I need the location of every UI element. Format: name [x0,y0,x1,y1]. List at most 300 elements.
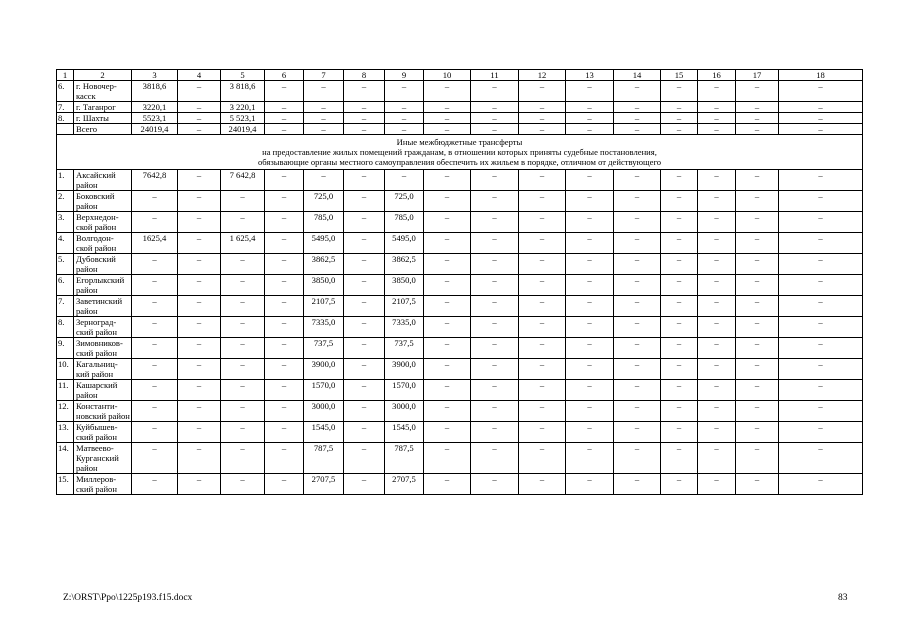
value-cell: – [661,296,698,317]
row-name-cell: Зимовников-ский район [74,338,132,359]
value-cell: – [344,401,385,422]
value-cell: – [471,474,519,495]
value-cell: 1570,0 [385,380,424,401]
value-cell: – [221,254,265,275]
value-cell: – [779,317,863,338]
value-cell: – [424,401,471,422]
value-cell: – [661,317,698,338]
value-cell: – [221,317,265,338]
row-name-cell: Кашарский район [74,380,132,401]
value-cell: – [344,113,385,124]
value-cell: – [519,422,566,443]
value-cell: – [344,474,385,495]
value-cell: – [779,254,863,275]
value-cell: – [779,81,863,102]
value-cell: – [221,359,265,380]
value-cell: – [304,170,344,191]
value-cell: – [698,359,736,380]
value-cell: – [736,275,779,296]
value-cell: – [661,338,698,359]
value-cell: – [178,254,221,275]
value-cell: – [424,422,471,443]
value-cell: 5523,1 [132,113,178,124]
value-cell: – [736,359,779,380]
value-cell: 7 642,8 [221,170,265,191]
value-cell: – [424,113,471,124]
value-cell: – [344,317,385,338]
section-title-line: обязывающие органы местного самоуправления обеспечить их жильем в порядке, отличном от действующего [257,157,662,167]
value-cell: – [661,275,698,296]
value-cell: – [424,474,471,495]
value-cell: – [265,191,304,212]
value-cell: 737,5 [385,338,424,359]
value-cell: – [265,338,304,359]
value-cell: – [178,443,221,474]
row-name-cell: Константи-новский район [74,401,132,422]
value-cell: – [698,422,736,443]
value-cell: – [221,191,265,212]
value-cell: 3220,1 [132,102,178,113]
value-cell: – [178,102,221,113]
value-cell: – [424,380,471,401]
value-cell: – [779,275,863,296]
value-cell: – [519,81,566,102]
column-number-cell: 14 [614,70,661,81]
value-cell: 3818,6 [132,81,178,102]
value-cell: – [698,124,736,135]
value-cell: – [265,474,304,495]
value-cell: 725,0 [304,191,344,212]
value-cell: – [265,401,304,422]
table-row [57,191,863,212]
value-cell: – [471,170,519,191]
value-cell: – [566,275,614,296]
row-name-cell: Миллеров-ский район [74,474,132,495]
value-cell: – [344,81,385,102]
column-number-cell: 6 [265,70,304,81]
row-name-cell: Всего [74,124,132,135]
row-name-cell: Волгодон-ской район [74,233,132,254]
value-cell: – [614,191,661,212]
value-cell: 3 818,6 [221,81,265,102]
value-cell: 3 220,1 [221,102,265,113]
value-cell: – [132,212,178,233]
section-title [57,135,863,170]
value-cell: – [304,81,344,102]
row-number-cell: 7. [57,102,74,113]
value-cell: – [519,296,566,317]
column-number-cell: 15 [661,70,698,81]
row-name-cell: Дубовский район [74,254,132,275]
value-cell: – [519,233,566,254]
row-name-cell: Егорлыкский район [74,275,132,296]
value-cell: 725,0 [385,191,424,212]
value-cell: – [471,113,519,124]
value-cell: – [614,338,661,359]
value-cell: – [344,191,385,212]
value-cell: – [779,124,863,135]
value-cell: – [779,443,863,474]
table-row [57,81,863,102]
value-cell: – [614,102,661,113]
value-cell: – [265,422,304,443]
value-cell: – [661,401,698,422]
value-cell: – [178,401,221,422]
value-cell: – [779,422,863,443]
row-name-cell: Боковский район [74,191,132,212]
column-number-cell: 9 [385,70,424,81]
value-cell: – [424,275,471,296]
column-number-cell: 2 [74,70,132,81]
table-row [57,317,863,338]
value-cell: – [661,474,698,495]
value-cell: – [424,317,471,338]
value-cell: – [178,317,221,338]
value-cell: – [471,81,519,102]
value-cell: – [265,443,304,474]
value-cell: – [178,275,221,296]
value-cell: – [265,170,304,191]
value-cell: – [132,317,178,338]
value-cell: – [519,113,566,124]
row-number-cell: 8. [57,113,74,124]
value-cell: 1 625,4 [221,233,265,254]
value-cell: – [344,380,385,401]
value-cell: 787,5 [304,443,344,474]
value-cell: – [566,380,614,401]
value-cell: – [221,275,265,296]
value-cell: – [471,212,519,233]
value-cell: – [614,422,661,443]
value-cell: 7335,0 [304,317,344,338]
value-cell: – [736,170,779,191]
value-cell: – [661,212,698,233]
value-cell: – [566,443,614,474]
value-cell: – [471,233,519,254]
column-number-cell: 4 [178,70,221,81]
table-row [57,233,863,254]
value-cell: – [178,422,221,443]
value-cell: – [132,275,178,296]
value-cell: – [385,124,424,135]
value-cell: – [344,170,385,191]
row-number-cell: 6. [57,275,74,296]
value-cell: – [471,338,519,359]
value-cell: – [344,275,385,296]
row-number-cell: 12. [57,401,74,422]
value-cell: – [132,422,178,443]
value-cell: – [736,401,779,422]
value-cell: – [424,170,471,191]
value-cell: – [566,254,614,275]
value-cell: – [779,359,863,380]
row-number-cell: 4. [57,233,74,254]
value-cell: – [344,359,385,380]
row-number-cell: 5. [57,254,74,275]
value-cell: – [132,443,178,474]
value-cell: – [566,124,614,135]
value-cell: – [471,422,519,443]
column-number-cell: 8 [344,70,385,81]
value-cell: – [424,359,471,380]
value-cell: 3000,0 [385,401,424,422]
column-number-cell: 11 [471,70,519,81]
value-cell: 3000,0 [304,401,344,422]
section-title-line: на предоставление жилых помещений гражданам, в отношении которых приняты судебные постановления, [262,147,657,157]
value-cell: – [519,401,566,422]
value-cell: – [132,401,178,422]
value-cell: – [614,401,661,422]
value-cell: – [736,380,779,401]
row-name-cell: Куйбышев-ский район [74,422,132,443]
value-cell: – [471,380,519,401]
transfers-table [56,69,863,495]
value-cell: – [344,254,385,275]
value-cell: – [736,474,779,495]
value-cell: – [519,275,566,296]
value-cell: – [698,401,736,422]
row-number-cell: 2. [57,191,74,212]
value-cell: – [519,102,566,113]
value-cell: 2107,5 [385,296,424,317]
value-cell: – [566,170,614,191]
value-cell: – [661,443,698,474]
value-cell: – [661,380,698,401]
value-cell: 1625,4 [132,233,178,254]
value-cell: – [132,380,178,401]
row-name-cell: Заветинский район [74,296,132,317]
value-cell: – [385,113,424,124]
table-row [57,443,863,474]
value-cell: – [661,233,698,254]
value-cell: – [698,317,736,338]
value-cell: – [178,296,221,317]
column-number-cell: 1 [57,70,74,81]
value-cell: – [221,401,265,422]
value-cell: – [614,254,661,275]
value-cell: – [178,81,221,102]
value-cell: – [736,233,779,254]
value-cell: – [344,102,385,113]
value-cell: – [736,422,779,443]
value-cell: – [471,124,519,135]
value-cell: 3900,0 [304,359,344,380]
column-number-cell: 3 [132,70,178,81]
row-name-cell: Зерноград-ский район [74,317,132,338]
value-cell: 3850,0 [304,275,344,296]
value-cell: – [304,124,344,135]
value-cell: – [519,474,566,495]
row-number-cell: 8. [57,317,74,338]
value-cell: – [471,254,519,275]
table-row [57,474,863,495]
value-cell: – [779,212,863,233]
value-cell: – [736,317,779,338]
value-cell: – [221,380,265,401]
value-cell: – [698,474,736,495]
table-row [57,275,863,296]
value-cell: – [614,317,661,338]
value-cell: – [424,212,471,233]
table-row [57,102,863,113]
value-cell: – [471,401,519,422]
value-cell: – [698,102,736,113]
column-number-cell: 5 [221,70,265,81]
value-cell: – [424,254,471,275]
row-number-cell: 11. [57,380,74,401]
value-cell: 1545,0 [385,422,424,443]
row-name-cell: г. Новочер-касск [74,81,132,102]
value-cell: – [344,422,385,443]
value-cell: – [265,254,304,275]
row-number-cell: 14. [57,443,74,474]
value-cell: – [698,338,736,359]
value-cell: – [698,275,736,296]
value-cell: – [471,443,519,474]
value-cell: – [178,474,221,495]
value-cell: – [265,102,304,113]
column-number-cell: 16 [698,70,736,81]
value-cell: – [519,254,566,275]
value-cell: – [265,124,304,135]
value-cell: 1545,0 [304,422,344,443]
value-cell: – [566,317,614,338]
row-number-cell: 9. [57,338,74,359]
value-cell: – [614,212,661,233]
value-cell: – [424,191,471,212]
column-number-cell: 12 [519,70,566,81]
value-cell: – [779,474,863,495]
row-number-cell: 7. [57,296,74,317]
value-cell: – [614,233,661,254]
value-cell: – [265,233,304,254]
value-cell: – [265,380,304,401]
column-number-cell: 17 [736,70,779,81]
value-cell: – [178,124,221,135]
value-cell: – [344,124,385,135]
value-cell: – [132,254,178,275]
value-cell: – [614,359,661,380]
value-cell: 2107,5 [304,296,344,317]
value-cell: 5495,0 [385,233,424,254]
value-cell: – [779,191,863,212]
value-cell: – [385,170,424,191]
value-cell: – [519,443,566,474]
table-row [57,170,863,191]
value-cell: – [661,170,698,191]
value-cell: – [661,113,698,124]
value-cell: – [265,359,304,380]
value-cell: – [661,81,698,102]
value-cell: – [566,212,614,233]
table-row [57,113,863,124]
value-cell: – [736,113,779,124]
table-row [57,254,863,275]
value-cell: – [424,102,471,113]
table-row [57,338,863,359]
value-cell: – [471,275,519,296]
value-cell: – [614,296,661,317]
value-cell: – [178,380,221,401]
value-cell: – [736,443,779,474]
row-number-cell: 15. [57,474,74,495]
value-cell: – [566,422,614,443]
value-cell: – [178,170,221,191]
value-cell: – [566,191,614,212]
value-cell: 5495,0 [304,233,344,254]
value-cell: – [385,102,424,113]
value-cell: – [698,113,736,124]
value-cell: 24019,4 [221,124,265,135]
value-cell: – [779,113,863,124]
value-cell: – [132,474,178,495]
value-cell: – [424,338,471,359]
value-cell: 3900,0 [385,359,424,380]
table-row [57,296,863,317]
value-cell: – [698,296,736,317]
value-cell: – [132,359,178,380]
page-number: 83 [838,593,848,603]
value-cell: – [736,102,779,113]
table-body [57,70,863,495]
value-cell: – [566,81,614,102]
row-name-cell: Верхнедон-ской район [74,212,132,233]
value-cell: – [344,233,385,254]
value-cell: 737,5 [304,338,344,359]
table-row [57,401,863,422]
value-cell: – [519,359,566,380]
row-number-cell: 3. [57,212,74,233]
value-cell: – [304,102,344,113]
value-cell: – [614,380,661,401]
value-cell: – [698,191,736,212]
value-cell: – [265,212,304,233]
value-cell: – [132,338,178,359]
value-cell: 787,5 [385,443,424,474]
value-cell: – [519,212,566,233]
value-cell: – [265,113,304,124]
value-cell: 785,0 [385,212,424,233]
value-cell: – [566,233,614,254]
value-cell: – [614,113,661,124]
table-row [57,359,863,380]
row-number-cell: 1. [57,170,74,191]
column-number-cell: 7 [304,70,344,81]
value-cell: – [566,113,614,124]
value-cell: – [221,443,265,474]
value-cell: 785,0 [304,212,344,233]
value-cell: – [178,212,221,233]
value-cell: 24019,4 [132,124,178,135]
value-cell: – [519,317,566,338]
value-cell: – [614,275,661,296]
row-number-cell: 10. [57,359,74,380]
value-cell: 1570,0 [304,380,344,401]
row-name-cell: г. Таганрог [74,102,132,113]
table-row [57,422,863,443]
value-cell: – [221,422,265,443]
value-cell: – [132,191,178,212]
value-cell: – [265,275,304,296]
value-cell: – [736,296,779,317]
value-cell: – [471,296,519,317]
value-cell: – [344,296,385,317]
table-row [57,380,863,401]
value-cell: – [698,233,736,254]
value-cell: – [221,212,265,233]
value-cell: – [344,338,385,359]
value-cell: – [736,191,779,212]
